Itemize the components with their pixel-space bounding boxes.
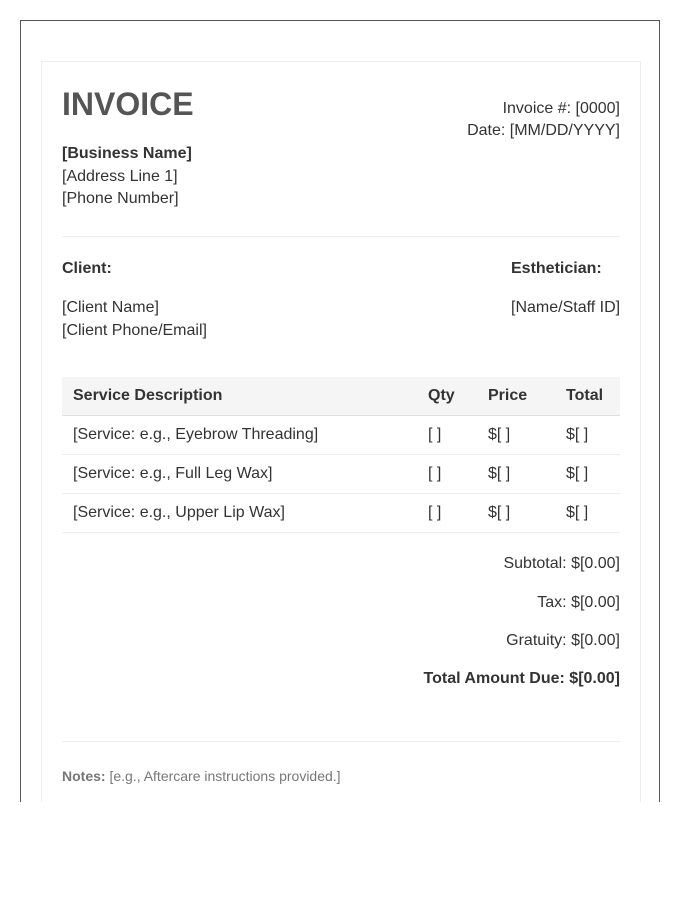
business-address: [Address Line 1] xyxy=(62,167,178,185)
service-description-cell: [Service: e.g., Eyebrow Threading] xyxy=(62,416,417,455)
invoice-date: Date: [MM/DD/YYYY] xyxy=(467,122,620,139)
invoice-title: INVOICE xyxy=(62,86,194,122)
service-description-cell: [Service: e.g., Upper Lip Wax] xyxy=(62,494,417,533)
header-service-description: Service Description xyxy=(62,377,417,416)
esthetician-name: [Name/Staff ID] xyxy=(511,299,621,316)
business-name: [Business Name] xyxy=(62,145,192,162)
header-price: Price xyxy=(477,377,555,416)
total-cell: $[ ] xyxy=(555,416,620,455)
table-row xyxy=(62,455,620,494)
notes xyxy=(62,767,341,785)
divider-bottom xyxy=(62,741,620,742)
total-cell: $[ ] xyxy=(555,494,620,533)
business-phone: [Phone Number] xyxy=(62,190,179,207)
client-name: [Client Name] xyxy=(62,299,159,316)
total-amount-due: Total Amount Due: $[0.00] xyxy=(423,670,620,687)
total-cell: $[ ] xyxy=(555,455,620,494)
esthetician-label: Esthetician: xyxy=(511,260,602,277)
notes-label: Notes: xyxy=(62,768,106,784)
gratuity: Gratuity: $[0.00] xyxy=(506,632,620,649)
client-info xyxy=(62,296,207,342)
price-cell: $[ ] xyxy=(477,416,555,455)
subtotal: Subtotal: $[0.00] xyxy=(503,555,620,572)
header-qty: Qty xyxy=(417,377,477,416)
business-info xyxy=(62,143,192,211)
price-cell: $[ ] xyxy=(477,455,555,494)
table-header-row xyxy=(62,377,620,416)
table-row xyxy=(62,416,620,455)
price-cell: $[ ] xyxy=(477,494,555,533)
invoice-number: Invoice #: [0000] xyxy=(502,100,620,117)
client-label: Client: xyxy=(62,260,112,277)
divider-top xyxy=(62,236,620,237)
esthetician-info xyxy=(511,296,620,319)
header-total: Total xyxy=(555,377,620,416)
qty-cell: [ ] xyxy=(417,416,477,455)
table-row xyxy=(62,494,620,533)
invoice-meta xyxy=(467,98,620,142)
qty-cell: [ ] xyxy=(417,455,477,494)
client-contact: [Client Phone/Email] xyxy=(62,322,207,339)
qty-cell: [ ] xyxy=(417,494,477,533)
notes-text: [e.g., Aftercare instructions provided.] xyxy=(109,768,341,784)
service-description-cell: [Service: e.g., Full Leg Wax] xyxy=(62,455,417,494)
services-table xyxy=(62,377,620,533)
tax: Tax: $[0.00] xyxy=(537,594,620,611)
